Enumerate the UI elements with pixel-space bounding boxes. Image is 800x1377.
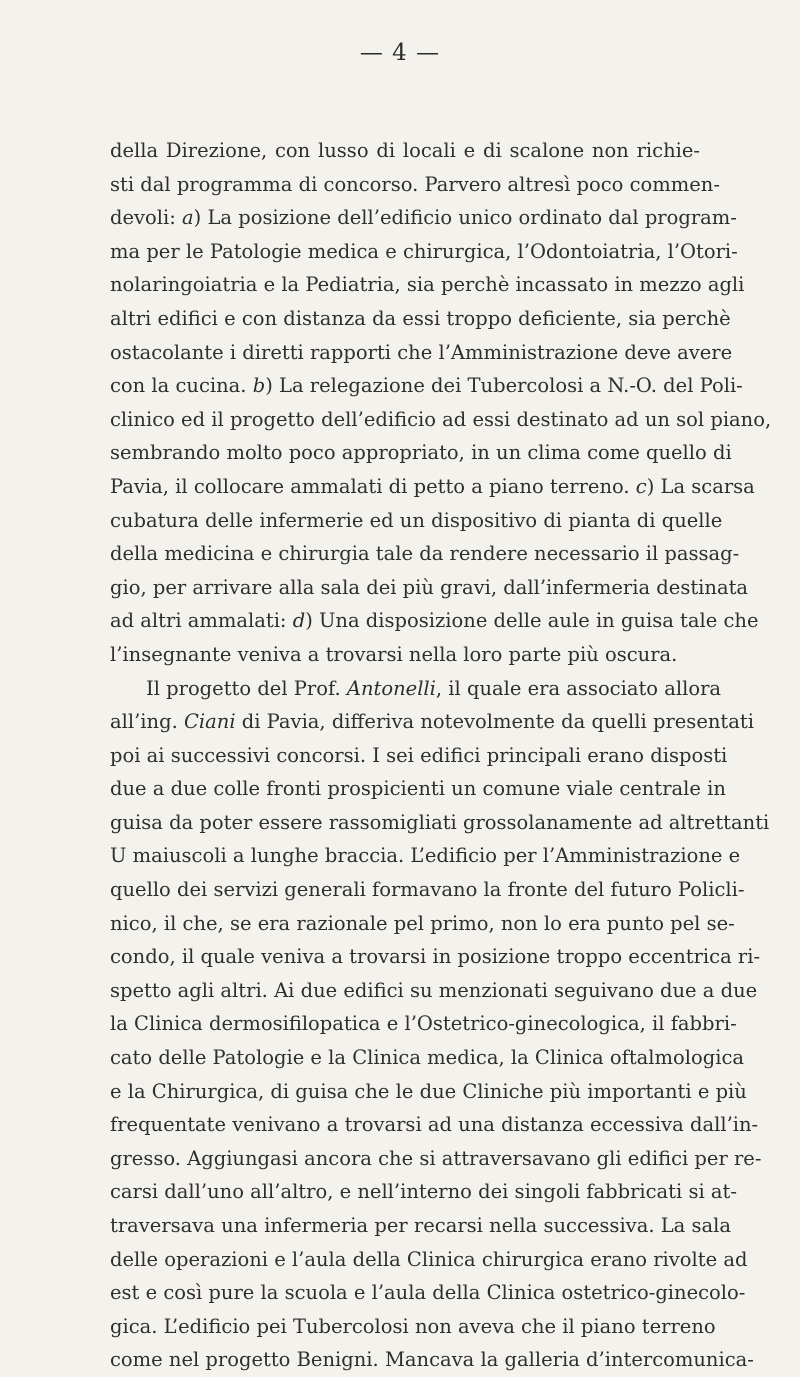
- text-segment: poi ai successivi concorsi. I sei edifici principali erano disposti: [110, 743, 728, 767]
- text-line: [110, 436, 732, 470]
- text-segment: altri edifici e con distanza da essi troppo deficiente, sia perchè: [110, 306, 731, 330]
- text-segment: sti dal programma di concorso. Parvero altresì poco commen-: [110, 172, 720, 196]
- text-segment: come nel progetto Benigni. Mancava la galleria d’intercomunica-: [110, 1348, 754, 1372]
- text-segment: guisa da poter essere rassomigliati grossolanamente ad altrettanti: [110, 810, 770, 834]
- text-segment: quello dei servizi generali formavano la fronte del futuro Policli-: [110, 878, 745, 902]
- text-line: [110, 907, 735, 941]
- text-segment: U maiuscoli a lunghe braccia. L’edificio per l’Amministrazione e: [110, 844, 741, 868]
- text-segment: della Direzione, con lusso di locali e di scalone non richie-: [110, 139, 700, 162]
- text-line: [110, 1041, 744, 1075]
- italic-text: Antonelli: [346, 676, 436, 700]
- text-segment: , il quale era associato allora: [435, 676, 722, 700]
- text-segment: ) La relegazione dei Tubercolosi a N.-O. del Poli-: [265, 374, 743, 398]
- text-segment: sembrando molto poco appropriato, in un clima come quello di: [110, 441, 732, 465]
- text-line: [110, 403, 772, 437]
- text-line: [110, 974, 758, 1008]
- text-segment: devoli:: [110, 206, 183, 230]
- italic-text: a: [182, 206, 194, 230]
- text-segment: ma per le Patologie medica e chirurgica, l’Odontoiatria, l’Otori-: [110, 239, 738, 263]
- text-segment: Pavia, il collocare ammalati di petto a piano terreno.: [110, 474, 636, 498]
- text-line: [110, 1209, 731, 1243]
- text-segment: gio, per arrivare alla sala dei più gravi, dall’infermeria destinata: [110, 575, 749, 599]
- text-segment: gica. L’edificio pei Tubercolosi non aveva che il piano terreno: [110, 1314, 716, 1338]
- text-segment: gresso. Aggiungasi ancora che si attraversavano gli edifici per re-: [110, 1146, 762, 1170]
- text-segment: della medicina e chirurgia tale da rendere necessario il passag-: [110, 542, 740, 566]
- text-segment: ad altri ammalati:: [110, 609, 293, 633]
- text-line: [110, 302, 731, 336]
- text-line: [110, 604, 759, 638]
- text-segment: e la Chirurgica, di guisa che le due Cliniche più importanti e più: [110, 1079, 747, 1103]
- text-line: [110, 739, 728, 773]
- text-segment: condo, il quale veniva a trovarsi in posizione troppo eccentrica ri-: [110, 945, 761, 969]
- text-line: [110, 705, 754, 739]
- text-segment: clinico ed il progetto dell’edificio ad essi destinato ad un sol piano,: [110, 407, 772, 431]
- text-line: [110, 638, 700, 672]
- text-line: [110, 839, 741, 873]
- text-segment: Il progetto del Prof.: [146, 676, 347, 700]
- text-line: [110, 1075, 747, 1109]
- italic-text: c: [635, 474, 647, 498]
- text-segment: all’ing.: [110, 710, 184, 734]
- text-line: [110, 268, 745, 302]
- text-segment: cubatura delle infermerie ed un dispositivo di pianta di quelle: [110, 508, 723, 532]
- text-segment: ) La scarsa: [646, 474, 755, 498]
- italic-text: Ciani: [183, 710, 236, 734]
- text-segment: traversava una infermeria per recarsi nella successiva. La sala: [110, 1214, 731, 1237]
- text-line: [110, 336, 733, 370]
- text-line: [110, 1276, 746, 1310]
- text-segment: nico, il che, se era razionale pel primo, non lo era punto pel se-: [110, 911, 735, 935]
- text-segment: delle operazioni e l’aula della Clinica chirurgica erano rivolte ad: [110, 1247, 748, 1271]
- text-line: [110, 537, 740, 571]
- text-line: [110, 571, 749, 605]
- text-line: [110, 470, 755, 504]
- text-line: [110, 1108, 759, 1142]
- page-number: — 4 —: [359, 40, 441, 66]
- text-segment: spetto agli altri. Ai due edifici su menzionati seguivano due a due: [110, 978, 758, 1002]
- text-segment: due a due colle fronti prospicienti un comune viale centrale in: [110, 777, 726, 801]
- italic-text: b: [252, 374, 266, 398]
- text-line: [110, 1310, 716, 1344]
- text-line: [110, 504, 723, 538]
- text-segment: cato delle Patologie e la Clinica medica, la Clinica oftalmologica: [110, 1046, 744, 1070]
- text-line: [110, 235, 738, 269]
- text-line: [110, 168, 720, 202]
- body-text: [110, 134, 772, 1377]
- text-segment: ) Una disposizione delle aule in guisa tale che: [305, 609, 759, 633]
- text-line: [110, 1142, 762, 1176]
- text-segment: frequentate venivano a trovarsi ad una distanza eccessiva dall’in-: [110, 1113, 759, 1137]
- text-line: [110, 1175, 737, 1209]
- text-line: [110, 369, 743, 403]
- text-segment: la Clinica dermosifilopatica e l’Ostetrico-ginecologica, il fabbri-: [110, 1012, 737, 1036]
- text-segment: l’insegnante veniva a trovarsi nella loro parte più oscura.: [110, 642, 678, 666]
- text-line: [110, 201, 737, 235]
- text-line: [110, 940, 761, 974]
- text-line: [110, 1243, 748, 1277]
- text-segment: di Pavia, differiva notevolmente da quelli presentati: [235, 710, 754, 734]
- text-line: [110, 1007, 737, 1041]
- text-segment: est e così pure la scuola e l’aula della Clinica ostetrico-ginecolo-: [110, 1281, 746, 1305]
- text-line: [110, 1343, 754, 1377]
- text-segment: ostacolante i diretti rapporti che l’Amministrazione deve avere: [110, 340, 733, 364]
- text-segment: ) La posizione dell’edificio unico ordinato dal program-: [193, 206, 737, 230]
- italic-text: d: [292, 609, 306, 633]
- text-segment: carsi dall’uno all’altro, e nell’interno dei singoli fabbricati si at-: [110, 1180, 737, 1204]
- text-segment: nolaringoiatria e la Pediatria, sia perchè incassato in mezzo agli: [110, 273, 745, 297]
- text-segment: con la cucina.: [110, 374, 253, 398]
- text-line: [110, 134, 700, 168]
- text-line: [110, 806, 770, 840]
- text-line: [110, 873, 745, 907]
- text-line: [110, 772, 726, 806]
- text-line: [110, 672, 722, 706]
